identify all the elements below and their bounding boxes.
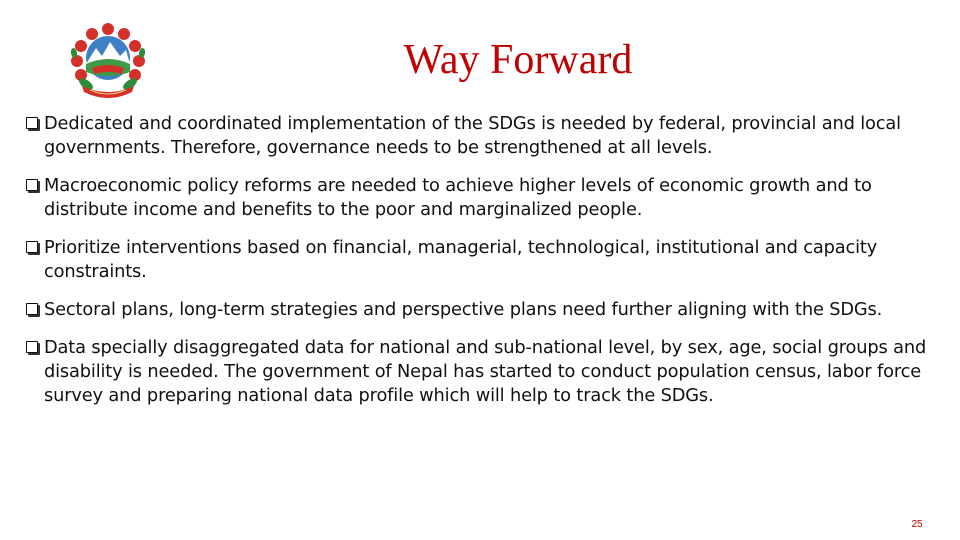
bullet-text: Sectoral plans, long-term strategies and perspective plans need further aligning with the SDGs. <box>44 299 883 320</box>
bullet-list <box>26 112 946 408</box>
page-number: 25 <box>911 519 923 530</box>
bullet-text: Macroeconomic policy reforms are needed to achieve higher levels of economic growth and to distribute income and benefits to the poor and marginalized people. <box>44 175 872 220</box>
checkbox-square-icon <box>26 241 38 253</box>
bullet-text: Prioritize interventions based on financial, managerial, technological, institutional and capacity constraints. <box>44 237 878 282</box>
nepal-emblem-icon <box>68 20 148 102</box>
bullet-item <box>26 112 946 160</box>
checkbox-square-icon <box>26 179 38 191</box>
checkbox-square-icon <box>26 117 38 129</box>
slide-title: Way Forward <box>403 37 633 83</box>
checkbox-square-icon <box>26 303 38 315</box>
bullet-item <box>26 174 946 222</box>
bullet-item <box>26 336 946 408</box>
bullet-item <box>26 236 946 284</box>
bullet-item <box>26 298 946 322</box>
bullet-text: Dedicated and coordinated implementation of the SDGs is needed by federal, provincial and local governments. Therefore, governance needs to be strengthened at all levels. <box>44 113 901 158</box>
bullet-text: Data specially disaggregated data for national and sub-national level, by sex, age, social groups and disability is needed. The government of Nepal has started to conduct population census, labor force survey and preparing national data profile which will help to track the SDGs. <box>44 337 927 406</box>
checkbox-square-icon <box>26 341 38 353</box>
